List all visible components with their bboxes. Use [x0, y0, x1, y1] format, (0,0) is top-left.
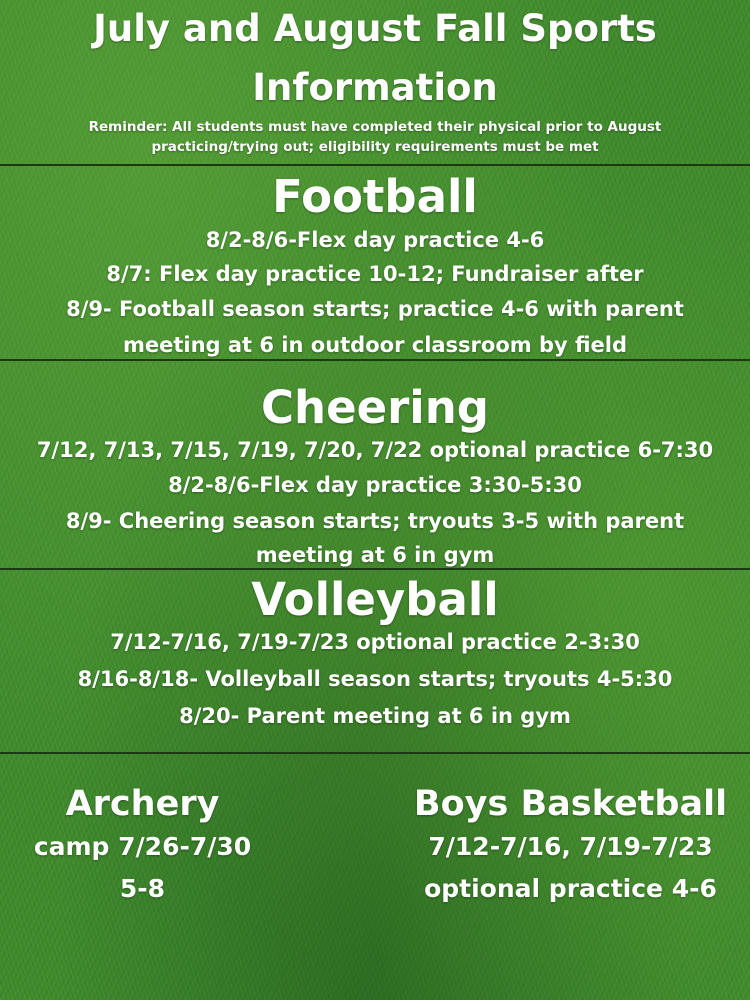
section-divider [0, 568, 750, 570]
archery-line-2: 5-8 [119, 874, 166, 903]
section-divider [0, 359, 750, 361]
cheering-line-2: 8/2-8/6-Flex day practice 3:30-5:30 [168, 473, 582, 497]
page-title-line-2: Information [252, 66, 498, 109]
volleyball-line-3: 8/20- Parent meeting at 6 in gym [179, 704, 571, 728]
section-divider [0, 752, 750, 754]
boys-basketball-heading: Boys Basketball [413, 784, 728, 824]
football-line-3: 8/9- Football season starts; practice 4-6 with parent [66, 297, 684, 321]
boys-basketball-line-2: optional practice 4-6 [424, 874, 717, 903]
volleyball-line-2: 8/16-8/18- Volleyball season starts; tryouts 4-5:30 [77, 667, 673, 691]
boys-basketball-line-1: 7/12-7/16, 7/19-7/23 [428, 832, 713, 861]
boys-basketball-block [398, 782, 743, 910]
football-line-1: 8/2-8/6-Flex day practice 4-6 [205, 228, 545, 252]
football-heading: Football [272, 170, 478, 223]
football-line-2: 8/7: Flex day practice 10-12; Fundraiser after [106, 262, 644, 286]
volleyball-line-1: 7/12-7/16, 7/19-7/23 optional practice 2-3:30 [110, 630, 640, 654]
cheering-line-1: 7/12, 7/13, 7/15, 7/19, 7/20, 7/22 optional practice 6-7:30 [36, 438, 714, 462]
archery-block [10, 782, 275, 910]
reminder-line-2: practicing/trying out; eligibility requirements must be met [151, 139, 599, 155]
reminder-line-1: Reminder: All students must have completed their physical prior to August [88, 119, 662, 135]
volleyball-heading: Volleyball [251, 573, 499, 626]
cheering-line-4: meeting at 6 in gym [255, 543, 495, 567]
section-divider [0, 164, 750, 166]
cheering-line-3: 8/9- Cheering season starts; tryouts 3-5 with parent [65, 509, 685, 533]
page-title-line-1: July and August Fall Sports [93, 7, 657, 50]
archery-line-1: camp 7/26-7/30 [33, 832, 252, 861]
cheering-heading: Cheering [261, 381, 489, 434]
archery-heading: Archery [65, 784, 220, 824]
football-line-4: meeting at 6 in outdoor classroom by field [122, 333, 628, 357]
